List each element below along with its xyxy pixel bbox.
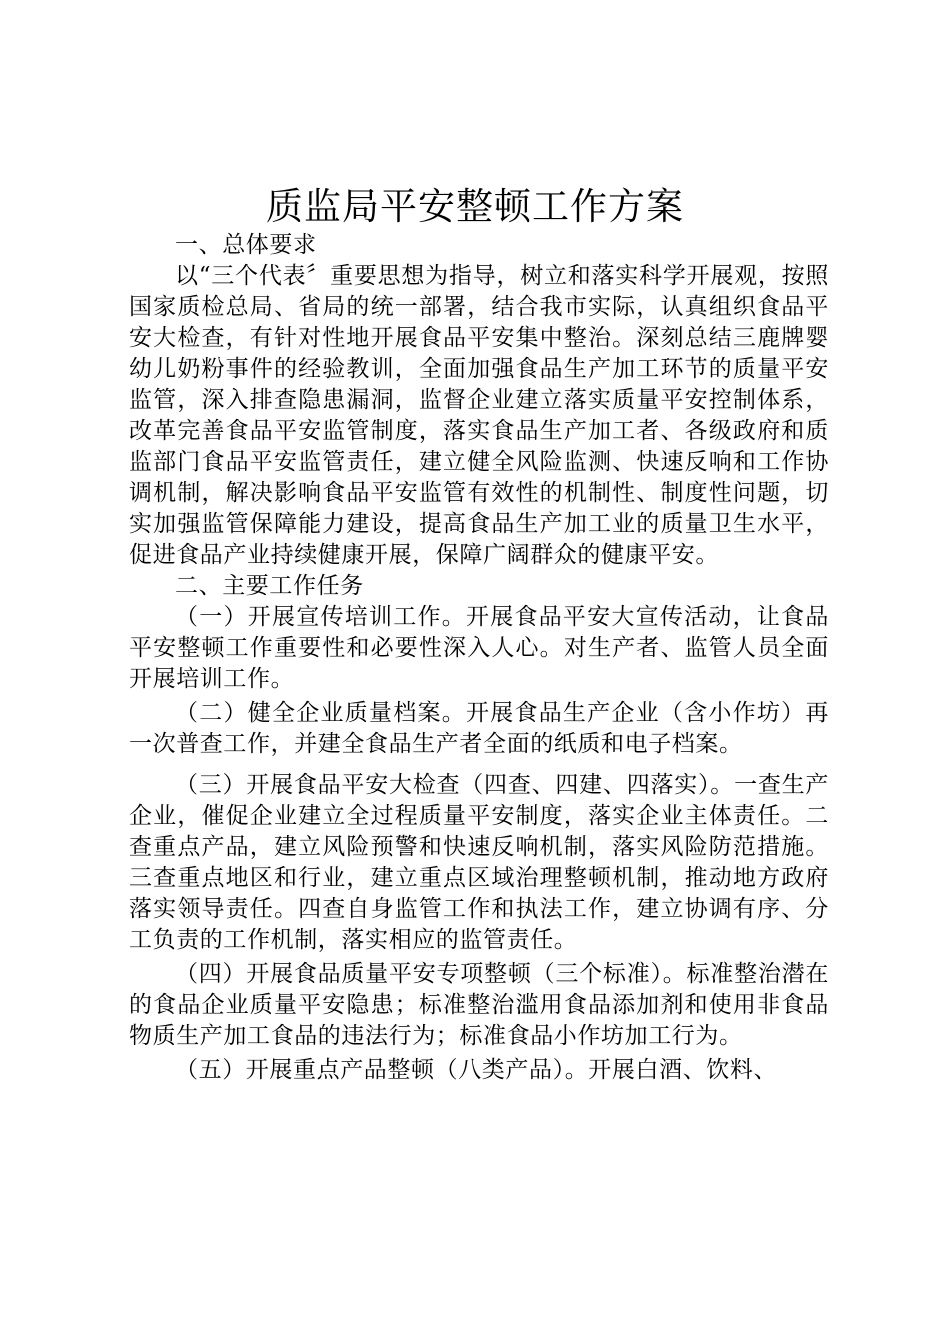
section-heading-general-requirements: 一、总体要求: [175, 232, 317, 258]
paragraph-task-5: （五）开展重点产品整顿（八类产品）。开展白酒、饮料、: [175, 1057, 778, 1083]
document-body: [129, 230, 829, 1086]
section-heading-main-tasks: 二、主要工作任务: [175, 573, 364, 599]
paragraph-general-requirements: 以“三个代表〞重要思想为指导，树立和落实科学开展观，按照国家质检总局、省局的统一部署，结合我市实际，认真组织食品平安大检查，有针对性地开展食品平安集中整治。深刻总结三鹿牌婴幼儿奶粉事件的经验教训，全面加强食品生产加工环节的质量平安监管，深入排查隐患漏洞，监督企业建立落实质量平安控制体系，改革完善食品平安监管制度，落实食品生产加工者、各级政府和质监部门食品平安监管责任，建立健全风险监测、快速反响和工作协调机制，解决影响食品平安监管有效性的机制性、制度性问题，切实加强监管保障能力建设，提高食品生产加工业的质量卫生水平，促进食品产业持续健康开展，保障广阔群众的健康平安。: [129, 263, 829, 568]
paragraph-task-2: （二）健全企业质量档案。开展食品生产企业（含小作坊）再一次普查工作，并建全食品生产者全面的纸质和电子档案。: [129, 700, 829, 757]
paragraph-task-3: （三）开展食品平安大检查（四查、四建、四落实）。一查生产企业，催促企业建立全过程质量平安制度，落实企业主体责任。二查重点产品，建立风险预警和快速反响机制，落实风险防范措施。三查重点地区和行业，建立重点区域治理整顿机制，推动地方政府落实领导责任。四查自身监管工作和执法工作，建立协调有序、分工负责的工作机制，落实相应的监管责任。: [129, 772, 829, 953]
paragraph-task-4: （四）开展食品质量平安专项整顿（三个标准）。标准整治潜在的食品企业质量平安隐患；标准整治滥用食品添加剂和使用非食品物质生产加工食品的违法行为；标准食品小作坊加工行为。: [129, 961, 829, 1049]
document-title: 质监局平安整顿工作方案: [266, 185, 684, 228]
paragraph-task-1: （一）开展宣传培训工作。开展食品平安大宣传活动，让食品平安整顿工作重要性和必要性深入人心。对生产者、监管人员全面开展培训工作。: [129, 604, 829, 692]
